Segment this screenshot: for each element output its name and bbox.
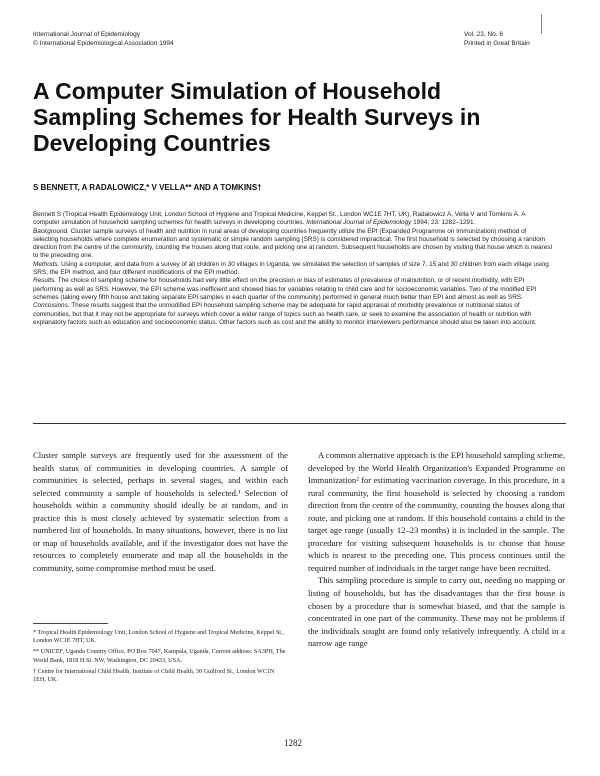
printed-line: Printed in Great Britain xyxy=(464,40,530,47)
author-list: S BENNETT, A RADALOWICZ,* V VELLA** AND A TOMKINS† xyxy=(33,183,262,192)
body-paragraph: This sampling procedure is simple to carry out, needing no mapping or listing of households, but has the disadvantages that the first house is chosen by a procedure that is somewhat biased, and that the sample is concentrated in one part of the community. These may not be problems if the individuals sought are found only relatively infrequently. A child in a narrow age range xyxy=(308,575,565,649)
abstract-citation xyxy=(33,211,553,228)
methods-text: Using a computer, and data from a survey of all children in 30 villages in Uganda, we simulated the selection of samples of size 7, 15 and 30 children from each village using SRS, the EPI method, and four different modifications of the EPI method. xyxy=(33,260,549,277)
citation-volume: 1994; 23: 1282–1291. xyxy=(413,219,476,227)
abstract-conclusions xyxy=(33,302,553,327)
conclusions-label: Conclusions. xyxy=(33,302,70,310)
running-header-right xyxy=(464,30,530,48)
background-text: Cluster sample surveys of health and nutrition in rural areas of developing countries frequently utilize the EPI (Expanded Programme on Immunization) method of selecting households where complete enumeration and systematic or simple random sampling (SRS) is considered impractical. The first household is selected by choosing a random direction from the centre of the community, counting the houses along that route, and picking one at random. Subsequent households are chosen by visiting that house which is nearest to the preceding one. xyxy=(33,227,553,260)
abstract xyxy=(33,211,553,327)
abstract-divider xyxy=(33,423,566,424)
results-label: Results. xyxy=(33,277,57,285)
results-text: The choice of sampling scheme for households had very little effect on the precision or bias of estimates of prevalence of malnutrition, or of recent morbidity, with EPI performing as well as SRS. However, the EPI scheme was inefficient and showed bias for variables relating to child care and for socioeconomic variables. Two of the modified EPI schemes (taking every fifth house and taking separate EPI samples in each quarter of the community) performed in general much better than EPI and almost as well as SRS. xyxy=(33,277,537,301)
abstract-background xyxy=(33,228,553,261)
citation-journal: International Journal of Epidemiology xyxy=(306,219,412,227)
abstract-results xyxy=(33,277,553,302)
body-column-left xyxy=(33,449,288,574)
article-title: A Computer Simulation of Household Sampling Schemes for Health Surveys in Developing Countries xyxy=(33,78,481,156)
body-paragraph: Cluster sample surveys are frequently used for the assessment of the health status of communities in developing countries. A sample of communities is selected, perhaps in several stages, and within each selected community a sample of households is selected.¹ Selection of households within a community should ideally be at random, and in practice this is most closely achieved by systematic selection from a numbered list of households. In many situations, however, there is no list or map of households available, and if the investigator does not have the resources to completely enumerate and map all the households in the community, some compromise method must be used. xyxy=(33,450,288,573)
footnotes xyxy=(33,629,288,687)
background-label: Background. xyxy=(33,227,69,235)
margin-mark xyxy=(541,14,542,34)
footnote: † Centre for International Child Health, Institute of Child Health, 30 Guilford St., London WC1N 1EH, UK. xyxy=(33,667,275,684)
volume-line: Vol. 23, No. 6 xyxy=(464,31,504,38)
footnote: * Tropical Health Epidemiology Unit, London School of Hygiene and Tropical Medicine, Keppel St., London WC1E 7HT, UK. xyxy=(33,629,285,645)
copyright-line: © International Epidemiological Association 1994 xyxy=(33,40,174,47)
conclusions-text: These results suggest that the unmodified EPI household sampling scheme may be adequate for rapid appraisal of morbidity prevalence or nutritional status of communities, but that it may not be appropriate for surveys which cover a wider range of topics such as health care, or seek to examine the association of health or nutrition with explanatory factors such as education and socioeconomic status. Other factors such as cost and the ability to monitor interviewers performance should also be taken into account. xyxy=(33,302,537,326)
journal-name: International Journal of Epidemiology xyxy=(33,31,140,38)
citation-text: Bennett S (Tropical Health Epidemiology Unit, London School of Hygiene and Tropical Medicine, Keppel St., London WC1E 7HT, UK), Radalowicz A, Vella V and Tomkins A. A computer simulation of household sampling schemes for health surveys in developing countries. xyxy=(33,211,525,227)
page-number: 1282 xyxy=(284,738,302,748)
body-column-right xyxy=(308,449,565,650)
footnote-divider xyxy=(33,623,108,624)
footnote: ** UNICEF, Uganda Country Office, PO Box 7047, Kampala, Uganda. Current address: SA3PH, The World Bank, 1818 H St. NW, Washington, DC 20433, USA. xyxy=(33,648,286,664)
running-header-left xyxy=(33,30,174,48)
methods-label: Methods. xyxy=(33,260,60,268)
body-paragraph: A common alternative approach is the EPI household sampling scheme, developed by the World Health Organization's Expanded Programme on Immunization² for estimating vaccination coverage. In this procedure, in a rural community, the first household is selected by choosing a random direction from the centre of the community, counting the houses along that route, and picking one at random. If this household contains a child in the target age range (usually 12–23 months) it is included in the sample. The procedure for visiting subsequent households is to choose that house which is nearest to the preceding one. This process continues until the required number of individuals in the target range have been recruited. xyxy=(308,450,565,573)
abstract-methods xyxy=(33,261,553,278)
